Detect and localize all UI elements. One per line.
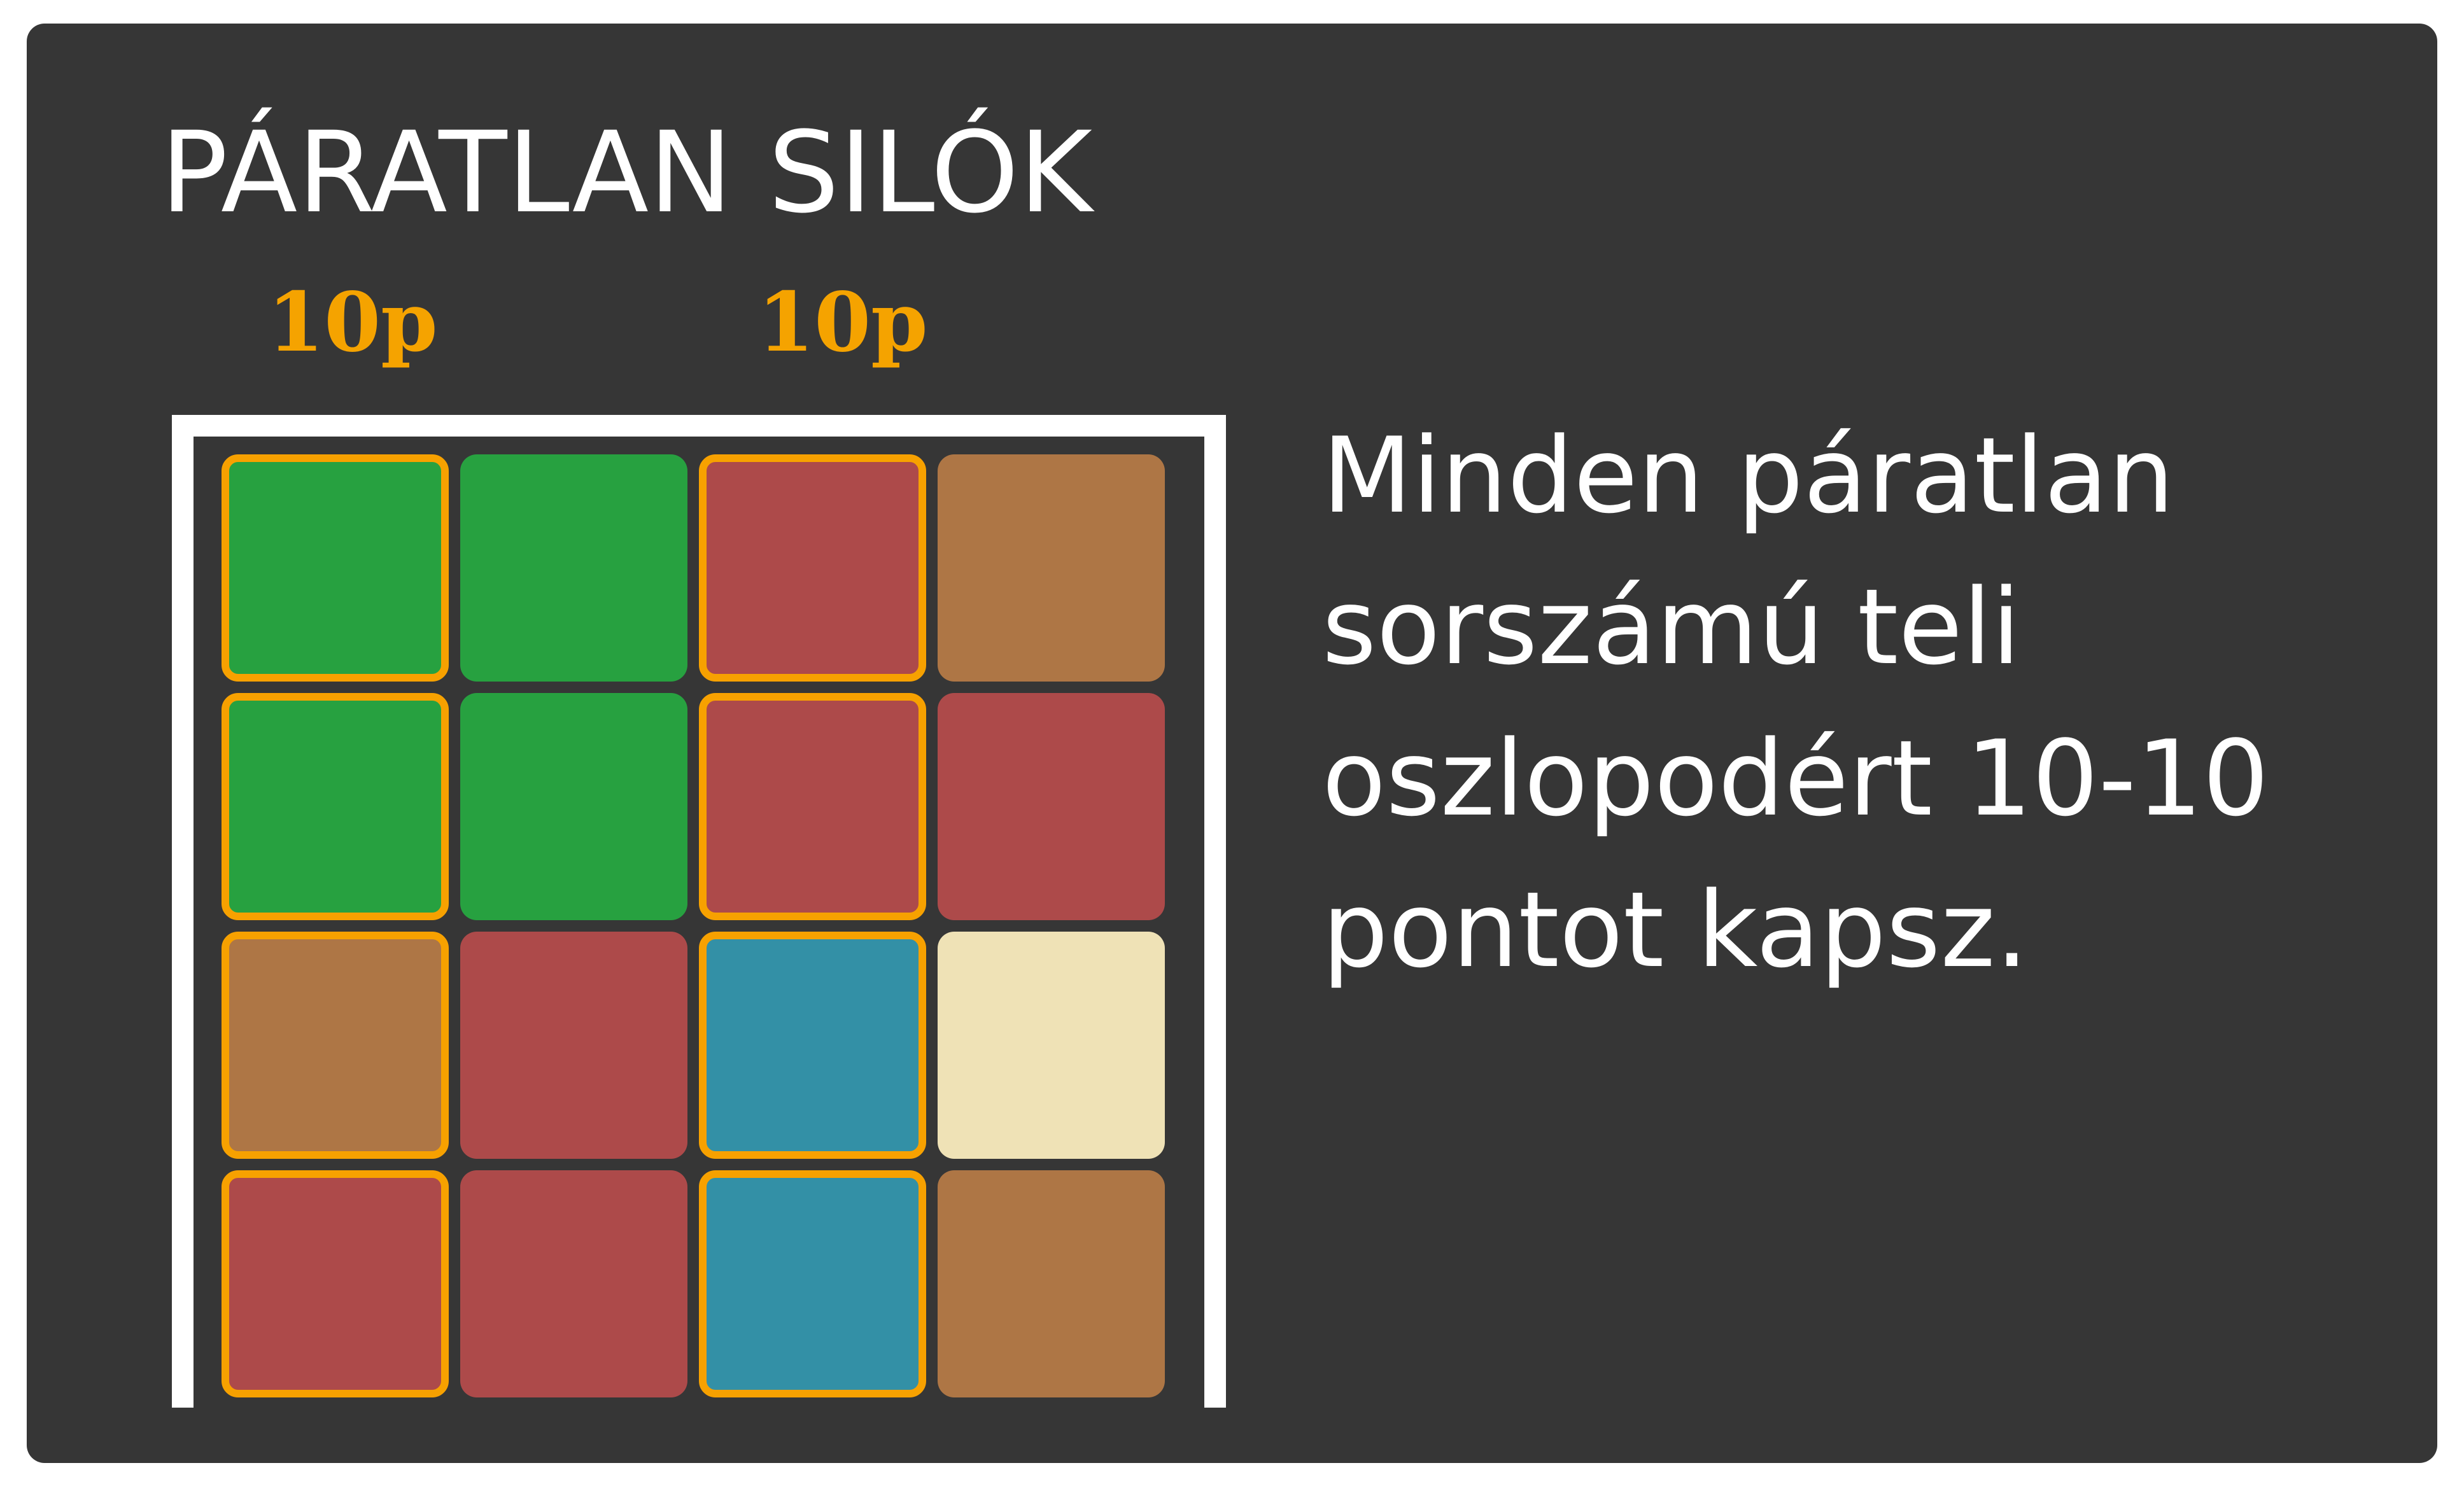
rule-line: oszlopodért 10-10 [1322, 718, 2269, 839]
red-tile [938, 693, 1165, 920]
card-title: PÁRATLAN SILÓK [160, 108, 1093, 238]
cream-tile [938, 932, 1165, 1159]
red-tile [222, 1170, 449, 1397]
green-tile [222, 693, 449, 920]
scoring-card [27, 24, 2437, 1463]
red-tile [699, 693, 926, 920]
silo-top-wall [172, 415, 1226, 437]
blue-tile [699, 1170, 926, 1397]
brown-tile [222, 932, 449, 1159]
green-tile [460, 454, 687, 682]
red-tile [699, 454, 926, 682]
column-1-score: 10p [267, 275, 438, 370]
red-tile [460, 932, 687, 1159]
green-tile [222, 454, 449, 682]
red-tile [460, 1170, 687, 1397]
blue-tile [699, 932, 926, 1159]
rule-line: pontot kapsz. [1322, 869, 2029, 991]
column-3-score: 10p [757, 275, 928, 370]
silo-grid [172, 415, 1226, 1408]
green-tile [460, 693, 687, 920]
silo-left-wall [172, 415, 194, 1408]
silo-right-wall [1204, 415, 1226, 1408]
rule-description [1322, 400, 2404, 1006]
rule-line: Minden páratlan [1322, 415, 2174, 536]
rule-line: sorszámú teli [1322, 566, 2021, 688]
brown-tile [938, 1170, 1165, 1397]
brown-tile [938, 454, 1165, 682]
